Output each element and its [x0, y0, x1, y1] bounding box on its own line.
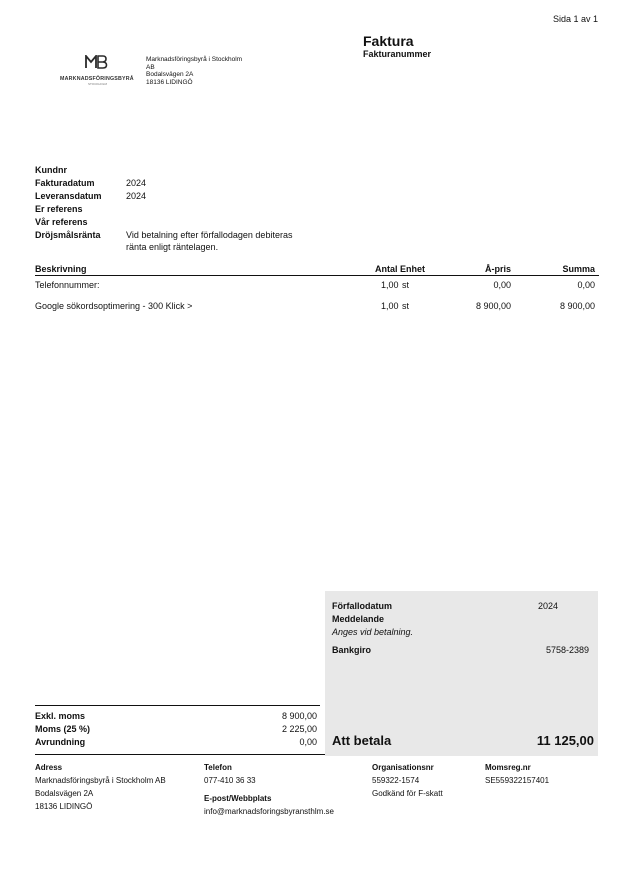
footer-epost-label: E-post/Webbplats — [204, 794, 272, 803]
row2-antal: 1,00 — [381, 301, 399, 311]
footer-fskatt-note: Godkänd för F-skatt — [372, 789, 443, 798]
row2-beskrivning: Google sökordsoptimering - 300 Klick > — [35, 301, 193, 311]
col-header-beskrivning: Beskrivning — [35, 264, 87, 274]
sender-line2: AB — [146, 63, 155, 71]
sender-line1: Marknadsföringsbyrå i Stockholm — [146, 56, 243, 63]
row1-enhet: st — [402, 280, 410, 290]
drojsmalsranta-label: Dröjsmålsränta — [35, 230, 101, 240]
row1-apris: 0,00 — [493, 280, 511, 290]
row2-apris: 8 900,00 — [475, 301, 511, 311]
footer-org-value: 559322-1574 — [372, 776, 420, 785]
moms-label: Moms (25 %) — [35, 724, 91, 734]
logo-mark-icon — [60, 55, 132, 69]
table-header-divider — [35, 275, 599, 276]
footer-divider — [35, 754, 325, 755]
var-referens-label: Vår referens — [35, 217, 88, 227]
footer-epost-value: info@marknadsforingsbyransthlm.se — [204, 807, 334, 816]
invoice-number-label: Fakturanummer — [363, 49, 432, 59]
fakturadatum-value: 2024 — [126, 178, 147, 188]
col-header-summa: Summa — [562, 264, 595, 274]
footer-adress-label: Adress — [35, 763, 63, 772]
footer-adress-line1: Marknadsföringsbyrå i Stockholm AB — [35, 776, 166, 785]
att-betala-value: 11 125,00 — [536, 733, 594, 748]
footer-org-label: Organisationsnr — [372, 763, 434, 772]
footer-momsreg-value: SE559322157401 — [485, 776, 550, 785]
footer-telefon-label: Telefon — [204, 763, 232, 772]
forfallodatum-label: Förfallodatum — [332, 601, 392, 611]
drojsmalsranta-line2: ränta enligt räntelagen. — [126, 242, 219, 252]
exkl-moms-label: Exkl. moms — [35, 711, 86, 721]
footer-momsreg-label: Momsreg.nr — [485, 763, 531, 772]
sender-line4: 18136 LIDINGÖ — [146, 78, 193, 86]
bankgiro-label: Bankgiro — [332, 645, 372, 655]
invoice-title: Faktura — [363, 33, 414, 49]
moms-value: 2 225,00 — [281, 724, 317, 734]
footer-adress-line3: 18136 LIDINGÖ — [35, 802, 93, 811]
row1-summa: 0,00 — [577, 280, 595, 290]
avrundning-value: 0,00 — [299, 737, 317, 747]
meddelande-label: Meddelande — [332, 614, 385, 624]
fakturadatum-label: Fakturadatum — [35, 178, 95, 188]
row1-beskrivning: Telefonnummer: — [35, 280, 100, 290]
col-header-antal-enhet: Antal Enhet — [375, 264, 426, 274]
er-referens-label: Er referens — [35, 204, 83, 214]
att-betala-label: Att betala — [332, 733, 392, 748]
page-indicator: Sida 1 av 1 — [552, 14, 598, 24]
logo-name: MARKNADSFÖRINGSBYRÅ — [60, 76, 134, 82]
drojsmalsranta-line1: Vid betalning efter förfallodagen debiteras — [126, 230, 293, 240]
leveransdatum-label: Leveransdatum — [35, 191, 102, 201]
row1-antal: 1,00 — [381, 280, 399, 290]
footer-telefon-value: 077-410 36 33 — [204, 776, 256, 785]
bankgiro-value: 5758-2389 — [545, 645, 589, 655]
row2-enhet: st — [402, 301, 410, 311]
avrundning-label: Avrundning — [35, 737, 86, 747]
logo-tagline: STOCKHOLM — [88, 82, 107, 86]
col-header-apris: Å-pris — [484, 264, 511, 274]
footer-adress-line2: Bodalsvägen 2A — [35, 789, 94, 798]
exkl-moms-value: 8 900,00 — [281, 711, 317, 721]
sender-address — [146, 56, 242, 86]
row2-summa: 8 900,00 — [559, 301, 595, 311]
leveransdatum-value: 2024 — [126, 191, 147, 201]
meddelande-value: Anges vid betalning. — [332, 627, 414, 637]
forfallodatum-value: 2024 — [538, 601, 559, 611]
kundnr-label: Kundnr — [35, 165, 67, 175]
sender-line3: Bodalsvägen 2A — [146, 71, 194, 78]
totals-top-divider — [35, 705, 320, 706]
company-logo — [60, 55, 132, 86]
